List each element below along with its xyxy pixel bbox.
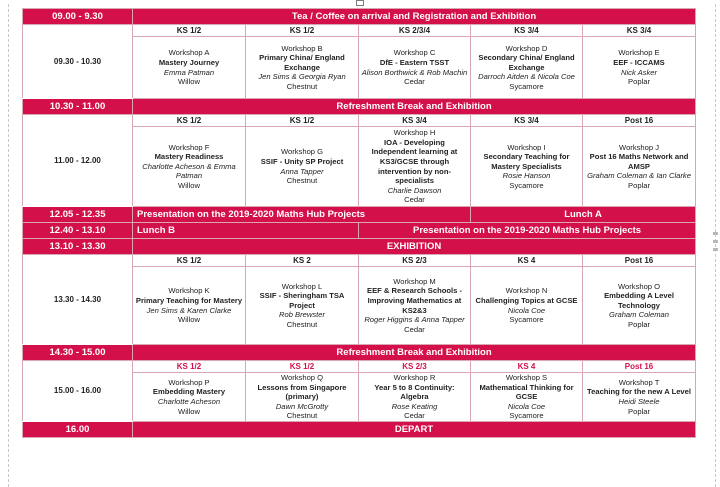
workshop-presenters: Dawn McGrotty <box>275 401 329 411</box>
workshop-title: Secondary Teaching for Mastery Specialists <box>483 152 570 171</box>
workshop-name: Workshop L <box>281 281 323 291</box>
schedule-row <box>23 223 696 239</box>
workshop-room: Poplar <box>628 406 650 416</box>
session-banner: Lunch A <box>471 207 696 223</box>
workshop-presenters: Graham Coleman <box>609 310 669 320</box>
workshop-name: Workshop G <box>280 147 324 157</box>
workshop-room: Cedar <box>404 324 425 334</box>
key-stage-label: Post 16 <box>583 361 696 373</box>
workshop-cell <box>246 37 359 99</box>
workshop-title: Embedding Mastery <box>152 387 226 397</box>
workshop-presenters: Charlie Dawson <box>387 185 442 195</box>
key-stage-label: KS 1/2 <box>246 361 359 373</box>
workshop-name: Workshop T <box>618 377 660 387</box>
workshop-name: Workshop E <box>618 48 660 58</box>
key-stage-label: KS 3/4 <box>359 115 471 127</box>
workshop-cell <box>583 37 696 99</box>
time-cell: 16.00 <box>23 421 133 437</box>
session-banner: DEPART <box>133 421 696 437</box>
key-stage-label: Post 16 <box>583 255 696 267</box>
workshop-room: Sycamore <box>509 411 544 421</box>
workshop-cell <box>471 373 583 422</box>
session-banner: Presentation on the 2019-2020 Maths Hub Projects <box>133 207 471 223</box>
workshop-cell <box>133 267 246 345</box>
key-stage-label: Post 16 <box>583 115 696 127</box>
workshop-name: Workshop C <box>393 48 436 58</box>
workshop-cell <box>583 127 696 207</box>
workshop-name: Workshop H <box>393 128 436 138</box>
workshop-room: Chestnut <box>286 176 318 186</box>
workshop-name: Workshop R <box>393 373 436 382</box>
workshop-title: SSIF - Unity SP Project <box>260 156 344 166</box>
workshop-presenters: Alison Borthwick & Rob Machin <box>361 67 468 77</box>
workshop-cell <box>583 267 696 345</box>
workshop-cell <box>133 127 246 207</box>
workshop-presenters: Jen Sims & Georgia Ryan <box>258 72 346 82</box>
key-stage-label: KS 3/4 <box>471 25 583 37</box>
workshop-name: Workshop Q <box>280 373 324 382</box>
key-stage-label: KS 1/2 <box>133 25 246 37</box>
workshop-title: Year 5 to 8 Continuity: Algebra <box>374 382 455 402</box>
workshop-title: Embedding A Level Technology <box>604 291 674 310</box>
key-stage-label: KS 1/2 <box>133 361 246 373</box>
margin-tick <box>713 240 718 243</box>
workshop-room: Cedar <box>404 411 425 421</box>
key-stage-label: KS 3/4 <box>471 115 583 127</box>
workshop-cell <box>471 127 583 207</box>
key-stage-label: KS 2/3 <box>359 361 471 373</box>
schedule-row <box>23 99 696 115</box>
workshop-presenters: Charlotte Acheson & Emma Patman <box>142 161 236 181</box>
workshop-room: Cedar <box>404 77 425 87</box>
time-cell: 12.40 - 13.10 <box>23 223 133 239</box>
workshop-cell <box>359 373 471 422</box>
session-banner: Refreshment Break and Exhibition <box>133 99 696 115</box>
workshop-name: Workshop A <box>168 48 210 58</box>
workshop-title: Mathematical Thinking for GCSE <box>479 382 574 402</box>
workshop-cell <box>359 37 471 99</box>
workshop-title: Challenging Topics at GCSE <box>475 295 578 305</box>
workshop-room: Poplar <box>628 319 650 329</box>
right-margin-guide <box>715 4 716 487</box>
key-stage-label: KS 2/3/4 <box>359 25 471 37</box>
workshop-room: Chestnut <box>286 81 318 91</box>
workshop-presenters: Rob Brewster <box>278 310 325 320</box>
workshop-room: Chestnut <box>286 319 318 329</box>
workshop-title: Primary Teaching for Mastery <box>135 295 243 305</box>
workshop-room: Willow <box>178 315 200 325</box>
workshop-cell <box>471 37 583 99</box>
workshop-name: Workshop S <box>505 373 548 382</box>
workshop-title: Mastery Readiness <box>154 152 224 162</box>
workshop-room: Sycamore <box>509 180 544 190</box>
key-stage-label: KS 1/2 <box>133 115 246 127</box>
workshop-room: Sycamore <box>509 81 544 91</box>
key-stage-label: KS 1/2 <box>133 255 246 267</box>
workshop-presenters: Nicola Coe <box>507 401 546 411</box>
workshop-presenters: Emma Patman <box>163 67 215 77</box>
workshop-title: EEF & Research Schools - Improving Mathematics at KS2&3 <box>367 286 462 315</box>
workshop-cell <box>246 127 359 207</box>
workshop-room: Chestnut <box>286 411 318 421</box>
workshop-cell <box>583 373 696 422</box>
workshop-room: Poplar <box>628 77 650 87</box>
session-banner: Tea / Coffee on arrival and Registration and Exhibition <box>133 9 696 25</box>
page-top-marker <box>356 0 364 6</box>
workshop-presenters: Nick Asker <box>621 67 658 77</box>
workshop-cell <box>133 373 246 422</box>
schedule-row <box>23 421 696 437</box>
key-stage-label: KS 2/3 <box>359 255 471 267</box>
key-stage-row <box>23 255 696 267</box>
workshop-name: Workshop M <box>393 276 436 286</box>
schedule-row <box>23 239 696 255</box>
time-cell: 14.30 - 15.00 <box>23 345 133 361</box>
time-cell: 09.30 - 10.30 <box>23 25 133 99</box>
workshop-presenters: Jen Sims & Karen Clarke <box>146 305 232 315</box>
workshop-name: Workshop J <box>619 142 659 152</box>
workshop-room: Willow <box>178 406 200 416</box>
margin-tick <box>713 232 718 235</box>
workshop-cell <box>359 267 471 345</box>
workshop-title: EEF - ICCAMS <box>613 57 665 67</box>
workshop-room: Willow <box>178 180 200 190</box>
key-stage-label: KS 4 <box>471 255 583 267</box>
workshop-title: Lessons from Singapore (primary) <box>257 382 347 402</box>
workshop-presenters: Roger Higgins & Anna Tapper <box>364 315 465 325</box>
time-cell: 13.10 - 13.30 <box>23 239 133 255</box>
schedule-row <box>23 207 696 223</box>
time-cell: 11.00 - 12.00 <box>23 115 133 207</box>
workshop-title: Primary China/ England Exchange <box>259 53 345 72</box>
time-cell: 10.30 - 11.00 <box>23 99 133 115</box>
schedule-row <box>23 9 696 25</box>
workshop-presenters: Graham Coleman & Ian Clarke <box>587 171 691 181</box>
workshop-name: Workshop K <box>168 286 210 296</box>
time-cell: 09.00 - 9.30 <box>23 9 133 25</box>
workshop-room: Poplar <box>628 180 650 190</box>
workshop-title: DfE - Eastern TSST <box>379 57 450 67</box>
workshop-room: Willow <box>178 77 200 87</box>
workshop-title: SSIF - Sheringham TSA Project <box>259 291 345 310</box>
key-stage-label: KS 3/4 <box>583 25 696 37</box>
session-banner: Presentation on the 2019-2020 Maths Hub Projects <box>359 223 696 239</box>
workshop-room: Sycamore <box>509 315 544 325</box>
key-stage-label: KS 1/2 <box>246 115 359 127</box>
schedule-row <box>23 345 696 361</box>
workshop-title: Teaching for the new A Level <box>587 387 691 397</box>
workshop-presenters: Rose Keating <box>391 401 438 411</box>
workshop-name: Workshop D <box>505 43 548 53</box>
session-banner: Lunch B <box>133 223 359 239</box>
workshop-presenters: Rosie Hanson <box>502 171 551 181</box>
key-stage-row <box>23 25 696 37</box>
margin-tick <box>713 248 718 251</box>
session-banner: Refreshment Break and Exhibition <box>133 345 696 361</box>
workshop-name: Workshop B <box>281 43 323 53</box>
workshop-name: Workshop F <box>168 142 210 152</box>
time-cell: 13.30 - 14.30 <box>23 255 133 345</box>
time-cell: 12.05 - 12.35 <box>23 207 133 223</box>
workshop-title: Secondary China/ England Exchange <box>478 53 575 72</box>
session-banner: EXHIBITION <box>133 239 696 255</box>
key-stage-label: KS 4 <box>471 361 583 373</box>
workshop-name: Workshop P <box>168 377 210 387</box>
time-cell: 15.00 - 16.00 <box>23 361 133 422</box>
workshop-title: Post 16 Maths Network and AMSP <box>589 152 689 171</box>
key-stage-row <box>23 115 696 127</box>
workshop-presenters: Charlotte Acheson <box>157 396 221 406</box>
schedule-table <box>22 8 696 438</box>
workshop-cell <box>133 37 246 99</box>
workshop-cell <box>359 127 471 207</box>
workshop-room: Cedar <box>404 195 425 205</box>
key-stage-label: KS 1/2 <box>246 25 359 37</box>
key-stage-label: KS 2 <box>246 255 359 267</box>
workshop-name: Workshop I <box>507 142 546 152</box>
workshop-cell <box>246 373 359 422</box>
workshop-title: Mastery Journey <box>158 57 220 67</box>
workshop-title: IOA - Developing Independent learning at KS3/GCSE through intervention by non-specialists <box>371 137 458 186</box>
workshop-cell <box>246 267 359 345</box>
workshop-name: Workshop O <box>617 281 661 291</box>
key-stage-row <box>23 361 696 373</box>
left-margin-guide <box>8 4 9 487</box>
workshop-presenters: Heidi Steele <box>618 396 660 406</box>
workshop-cell <box>471 267 583 345</box>
workshop-name: Workshop N <box>505 286 548 296</box>
workshop-presenters: Anna Tapper <box>280 166 324 176</box>
workshop-presenters: Darroch Aitden & Nicola Coe <box>478 72 575 82</box>
workshop-presenters: Nicola Coe <box>507 305 546 315</box>
